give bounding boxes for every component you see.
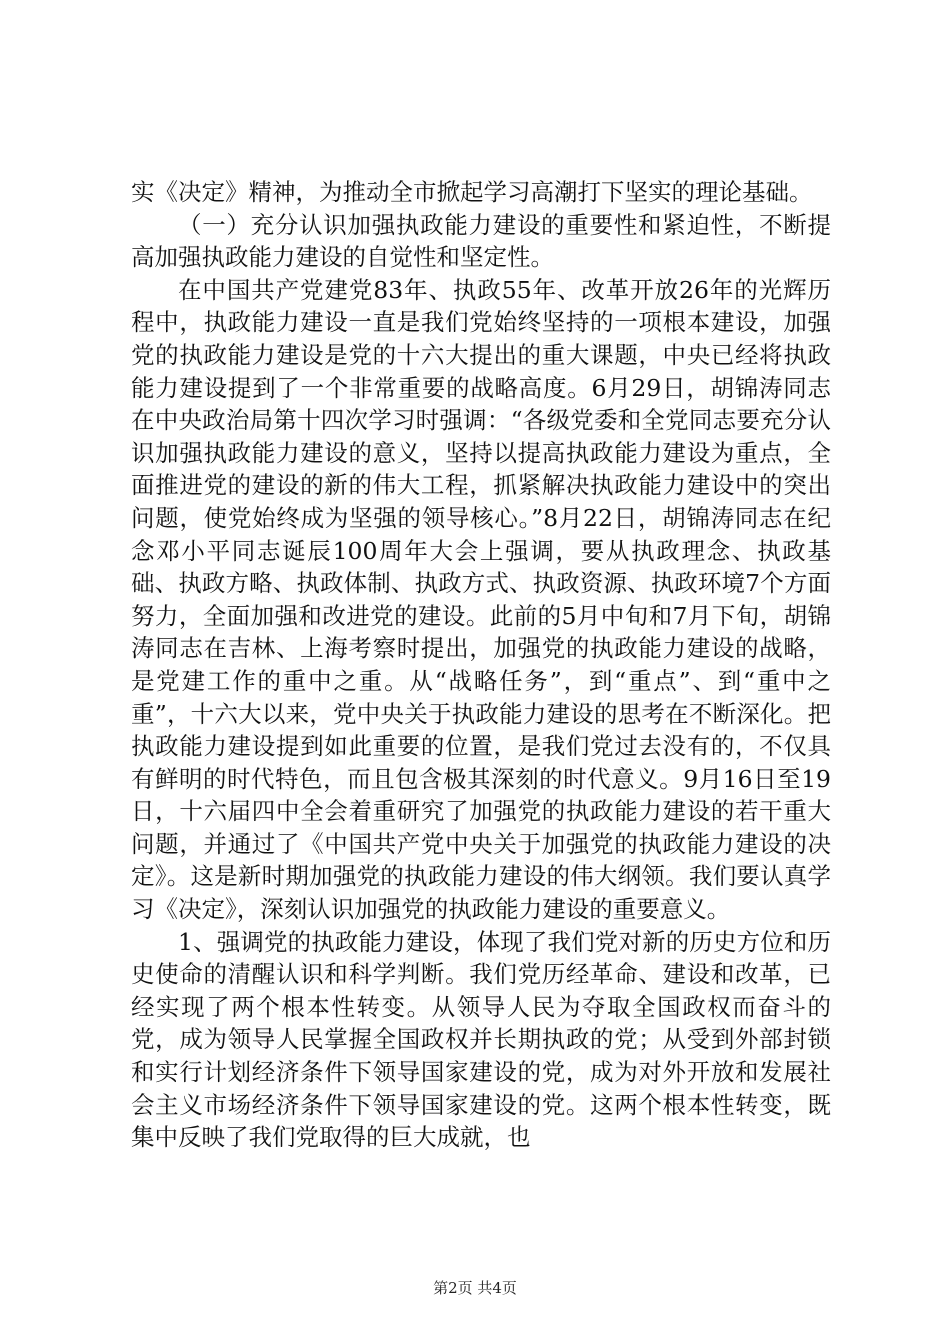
paragraph-continuation: 实《决定》精神，为推动全市掀起学习高潮打下坚实的理论基础。 (131, 178, 813, 206)
page-number-footer: 第2页 共4页 (433, 1279, 517, 1297)
paragraph-body: 在中国共产党建党83年、执政55年、改革开放26年的光辉历程中，执政能力建设一直是我们党始终坚持的一项根本建设，加强党的执政能力建设是党的十六大提出的重大课题，中央已经将执政能力建设提到了一个非常重要的战略高度。6月29日，胡锦涛同志在中央政治局第十四次学习时强调：“各级党委和全党同志要充分认识加强执政能力建设的意义，坚持以提高执政能力建设为重点，全面推进党的建设的新的伟大工程，抓紧解决执政能力建设中的突出问题，使党始终成为坚强的领导核心。”8月22日，胡锦涛同志在纪念邓小平同志诞辰100周年大会上强调，要从执政理念、执政基础、执政方略、执政体制、执政方式、执政资源、执政环境7个方面努力，全面加强和改进党的建设。此前的5月中旬和7月下旬，胡锦涛同志在吉林、上海考察时提出，加强党的执政能力建设的战略，是党建工作的重中之重。从“战略任务”，到“重点”、到“重中之重”，十六大以来，党中央关于执政能力建设的思考在不断深化。把执政能力建设提到如此重要的位置，是我们党过去没有的，不仅具有鲜明的时代特色，而且包含极其深刻的时代意义。9月16日至19日，十六届四中全会着重研究了加强党的执政能力建设的若干重大问题，并通过了《中国共产党中央关于加强党的执政能力建设的决定》。这是新时期加强党的执政能力建设的伟大纲领。我们要认真学习《决定》，深刻认识加强党的执政能力建设的重要意义。 (131, 275, 831, 924)
document-body (131, 176, 831, 1154)
paragraph-point-1: 1、强调党的执政能力建设，体现了我们党对新的历史方位和历史使命的清醒认识和科学判断。我们党历经革命、建设和改革，已经实现了两个根本性转变。从领导人民为夺取全国政权而奋斗的党，成为领导人民掌握全国政权并长期执政的党；从受到外部封锁和实行计划经济条件下领导国家建设的党，成为对外开放和发展社会主义市场经济条件下领导国家建设的党。这两个根本性转变，既集中反映了我们党取得的巨大成就，也 (131, 927, 831, 1152)
section-heading: （一）充分认识加强执政能力建设的重要性和紧迫性，不断提高加强执政能力建设的自觉性和坚定性。 (131, 210, 831, 272)
